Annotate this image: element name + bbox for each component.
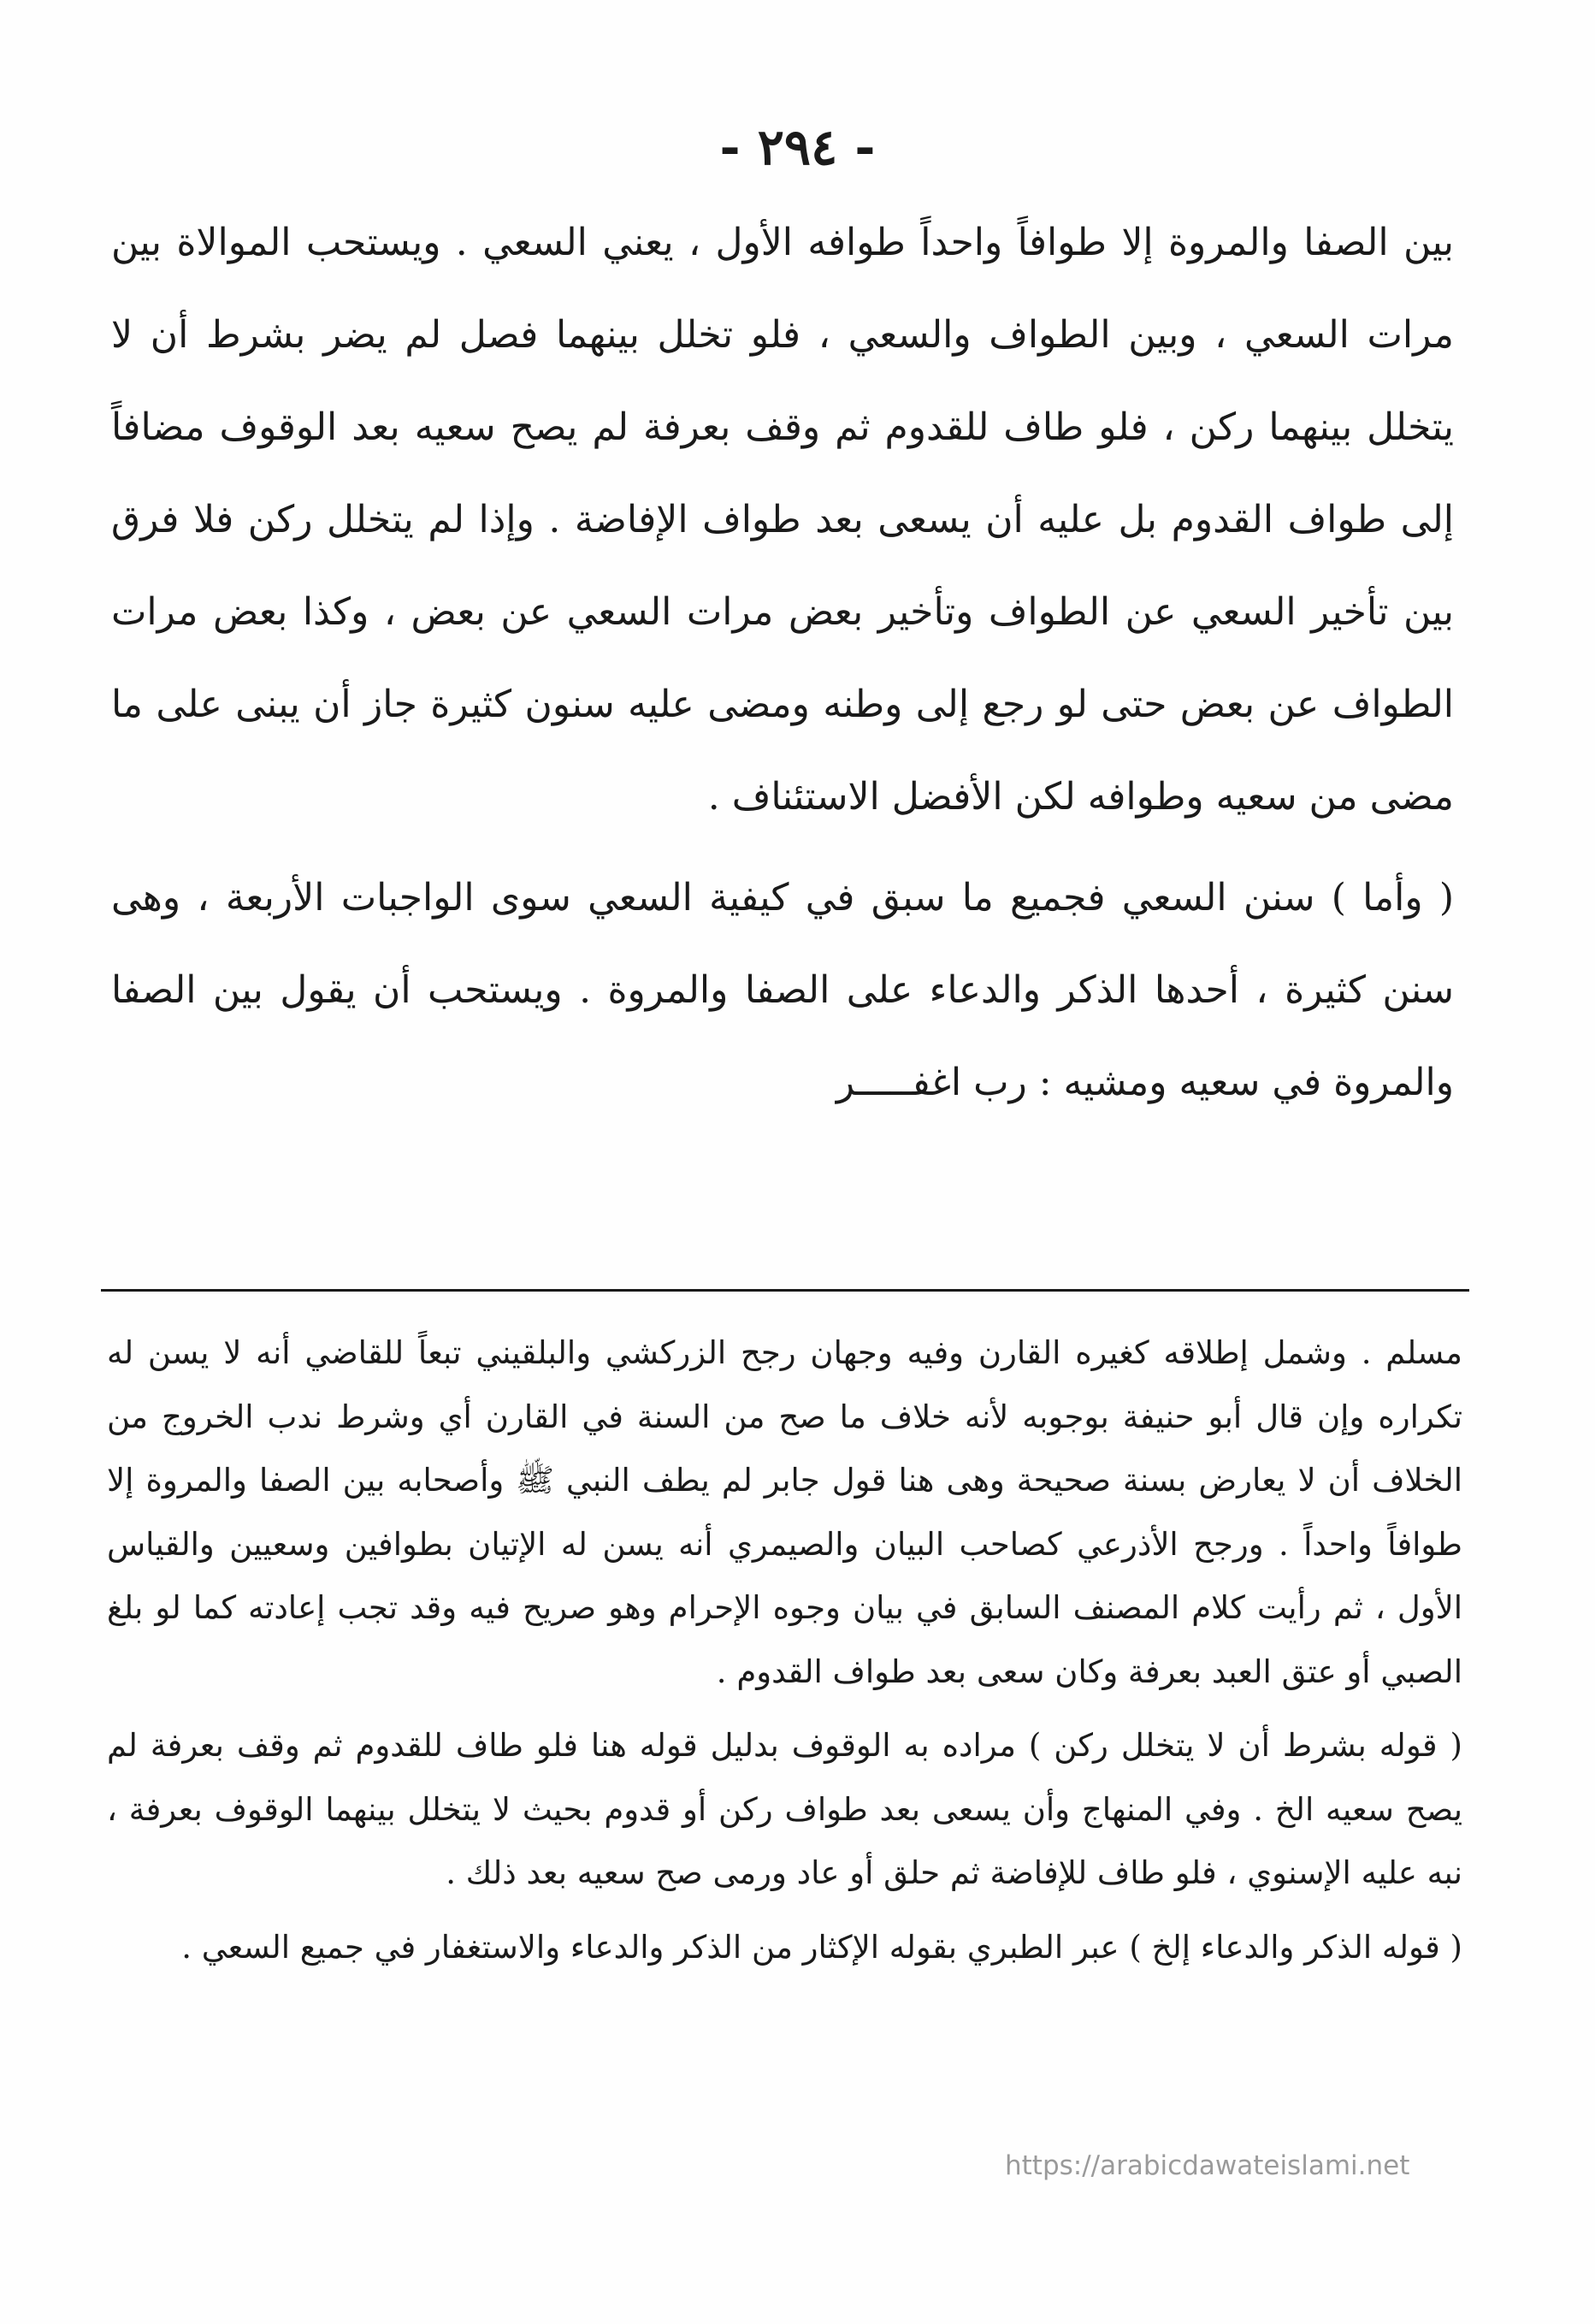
main-paragraph: ( وأما ) سنن السعي فجميع ما سبق في كيفية السعي سوى الواجبات الأربعة ، وهى سنن كثيرة ، أحدها الذكر والدعاء على الصفا والمروة . ويستحب أن يقول بين الصفا والمروة في سعيه ومشيه : رب اغفـــــر bbox=[111, 876, 1454, 1104]
footnote: مسلم . وشمل إطلاقه كغيره القارن وفيه وجهان رجح الزركشي والبلقيني تبعاً للقاضي أنه لا يسن له تكراره وإن قال أبو حنيفة بوجوبه لأنه خلاف ما صح من السنة في القارن أي وشرط ندب الخروج من الخلاف أن لا يعارض بسنة صحيحة وهى هنا قول جابر لم يطف النبي ﷺ وأصحابه بين الصفا والمروة إلا طوافاً واحداً . ورجح الأذرعي كصاحب البيان والصيمري أنه يسن له الإتيان بطوافين وسعيين والقياس الأول ، ثم رأيت كلام المصنف السابق في بيان وجوه الإحرام وهو صريح فيه وقد تجب إعادته كما لو بلغ الصبي أو عتق العبد بعرفة وكان سعى بعد طواف القدوم . bbox=[107, 1334, 1462, 1690]
footnote-divider bbox=[101, 1289, 1469, 1292]
footnote: ( قوله بشرط أن لا يتخلل ركن ) مراده به الوقوف بدليل قوله هنا فلو طاف للقدوم ثم وقف بعرفة لم يصح سعيه الخ . وفي المنهاج وأن يسعى بعد طواف ركن أو قدوم بحيث لا يتخلل بينهما الوقوف بعرفة ، نبه عليه الإسنوي ، فلو طاف للإفاضة ثم حلق أو عاد ورمى صح سعيه بعد ذلك . bbox=[107, 1727, 1462, 1891]
footnote: ( قوله الذكر والدعاء إلخ ) عبر الطبري بقوله الإكثار من الذكر والدعاء والاستغفار في جميع السعي . bbox=[181, 1928, 1462, 1966]
footnotes-section bbox=[107, 1322, 1462, 1979]
watermark-url: https://arabicdawateislami.net bbox=[1005, 2150, 1410, 2181]
main-paragraph: بين الصفا والمروة إلا طوافاً واحداً طوافه الأول ، يعني السعي . ويستحب الموالاة بين مرات السعي ، وبين الطواف والسعي ، فلو تخلل بينهما فصل لم يضر بشرط أن لا يتخلل بينهما ركن ، فلو طاف للقدوم ثم وقف بعرفة لم يصح سعيه بعد الوقوف مضافاً إلى طواف القدوم بل عليه أن يسعى بعد طواف الإفاضة . وإذا لم يتخلل ركن فلا فرق بين تأخير السعي عن الطواف وتأخير بعض مرات السعي عن بعض ، وكذا بعض مرات الطواف عن بعض حتى لو رجع إلى وطنه ومضى عليه سنون كثيرة جاز أن يبنى على ما مضى من سعيه وطوافه لكن الأفضل الاستئناف . bbox=[111, 221, 1454, 819]
main-text-body bbox=[111, 197, 1454, 1129]
page-number: - ٢٩٤ - bbox=[719, 118, 876, 176]
